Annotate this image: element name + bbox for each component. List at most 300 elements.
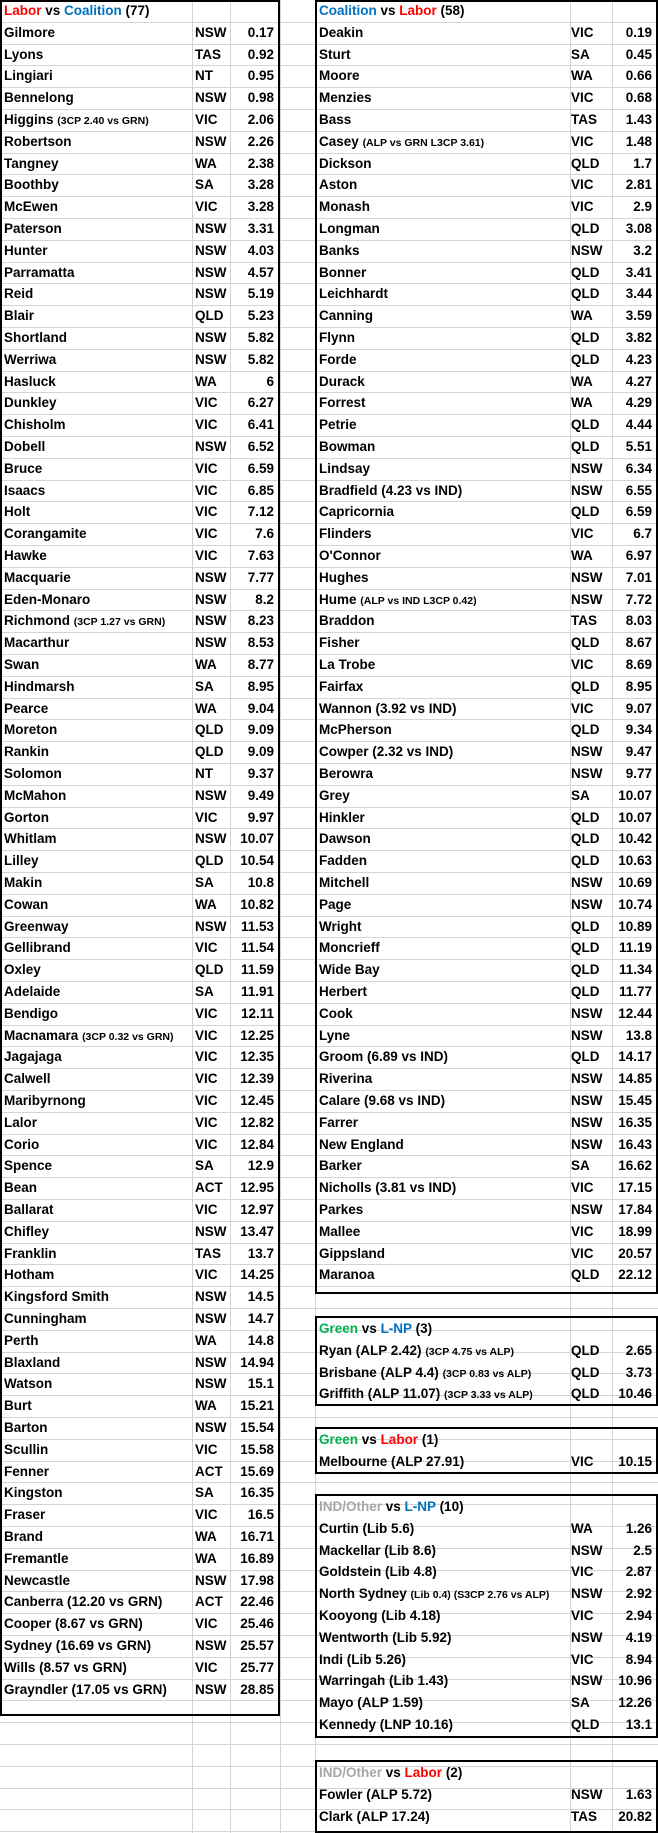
vs-label: vs [358,1432,381,1447]
state-cell: NSW [571,1629,603,1645]
seat-name: Banks [319,242,360,258]
margin-cell: 9.37 [247,766,274,781]
table-row [0,719,280,741]
margin-cell: 8.94 [625,1651,652,1667]
table-row [0,1504,280,1526]
seat-name: Lilley [4,853,39,869]
table-row [0,1570,280,1592]
table-row [0,1526,280,1548]
table-row [315,1714,658,1736]
margin-cell: 2.92 [625,1586,652,1602]
state-cell: VIC [571,1180,594,1196]
state-cell: NSW [195,1223,227,1239]
margin-cell: 20.57 [618,1245,652,1261]
seat-name: Lindsay [319,460,371,476]
state-cell: NSW [571,1202,603,1217]
margin-cell: 16.35 [618,1114,652,1130]
margin-cell: 3.2 [633,242,652,258]
table-row [0,1177,280,1199]
margin-cell: 2.5 [633,1542,652,1558]
state-cell: WA [195,1398,217,1414]
state-cell: NSW [571,460,603,476]
state-cell: VIC [571,199,594,215]
table-row [315,1670,658,1692]
table-row [0,1025,280,1047]
state-cell: NSW [195,351,227,367]
seat-name: Forrest [319,395,366,411]
seat-name: Fowler (ALP 5.72) [319,1786,433,1802]
table-row [0,523,280,545]
state-cell: ACT [195,1180,223,1196]
seat-name: Sydney (16.69 vs GRN) [4,1638,152,1653]
margin-cell: 3.44 [625,286,652,302]
table-row [315,1583,658,1605]
table-row [0,1635,280,1657]
table-row [315,828,658,850]
margin-cell: 20.82 [618,1808,652,1824]
section-header [315,1762,658,1784]
margin-cell: 18.99 [618,1223,652,1239]
margin-cell: 8.2 [255,591,274,607]
margin-cell: 12.82 [240,1114,274,1130]
state-cell: QLD [571,1049,600,1065]
margin-cell: 5.19 [247,286,274,302]
seat-name: Parramatta [4,264,75,280]
margin-cell: 10.96 [618,1673,652,1689]
table-row [315,872,658,894]
seat-name: Holt [4,504,31,520]
margin-cell: 5.51 [625,439,652,454]
table-row [0,44,280,66]
section-header [315,1429,658,1451]
table-row [315,741,658,763]
margin-cell: 12.45 [240,1093,274,1108]
seat-name: Blair [4,308,35,324]
seat-name: McPherson [319,722,392,738]
table-row [0,1264,280,1286]
seat-name: McMahon [4,787,67,803]
table-row [0,545,280,567]
state-cell: VIC [571,1245,594,1261]
state-cell: QLD [571,1267,600,1283]
seat-name: Richmond [4,613,70,629]
margin-cell: 11.34 [618,962,652,978]
state-cell: WA [195,1529,217,1544]
state-cell: NSW [195,286,227,302]
state-cell: WA [571,1520,593,1536]
margin-cell: 9.49 [247,787,274,803]
state-cell: NSW [571,569,603,585]
state-cell: TAS [571,613,597,629]
margin-cell: 5.82 [247,351,274,367]
seat-name: Reid [4,286,34,302]
state-cell: NSW [195,439,227,454]
margin-cell: 1.48 [625,133,652,149]
margin-cell: 7.72 [625,591,652,607]
margin-cell: 16.35 [240,1485,274,1501]
table-row [315,785,658,807]
seat-name: Melbourne (ALP 27.91) [319,1453,465,1469]
state-cell: WA [195,657,217,672]
state-cell: QLD [571,678,600,694]
table-row [315,131,658,153]
margin-cell: 9.47 [625,744,652,760]
margin-cell: 17.98 [240,1572,274,1588]
table-row [315,174,658,196]
seat-name: Bradfield (4.23 vs IND) [319,482,463,498]
table-row [315,1134,658,1156]
state-cell: NSW [195,1289,227,1305]
state-cell: QLD [571,940,600,956]
seat-name: Bowman [319,439,376,454]
table-row [0,1134,280,1156]
state-cell: NSW [195,787,227,803]
seat-note: (3CP 3.33 vs ALP) [444,1389,533,1402]
state-cell: QLD [195,744,224,760]
table-row [315,1692,658,1714]
seat-name: Bean [4,1180,38,1196]
seat-name: Lyons [4,46,44,62]
state-cell: SA [571,787,590,803]
state-cell: VIC [195,395,218,411]
seat-note: (3CP 0.83 vs ALP) [442,1367,532,1380]
state-cell: TAS [195,46,221,62]
seat-name: Macarthur [4,635,70,651]
state-cell: VIC [195,1027,218,1043]
margin-cell: 6.27 [247,395,274,411]
state-cell: NSW [195,264,227,280]
state-cell: NSW [571,591,603,607]
state-cell: VIC [571,1608,594,1623]
state-cell: QLD [571,264,600,280]
margin-cell: 15.54 [240,1420,274,1435]
seat-note: (3CP 4.75 vs ALP) [425,1345,515,1358]
margin-cell: 2.94 [625,1608,652,1623]
margin-cell: 12.9 [247,1158,274,1174]
margin-cell: 5.82 [247,330,274,345]
margin-cell: 8.03 [625,613,652,629]
table-row [315,262,658,284]
margin-cell: 11.19 [618,940,652,956]
margin-cell: 7.77 [247,569,274,585]
table-row [315,305,658,327]
seat-name: Cowper (2.32 vs IND) [319,744,454,760]
state-cell: NSW [571,1093,603,1108]
margin-cell: 0.66 [625,68,652,84]
state-cell: VIC [571,1564,594,1580]
margin-cell: 6.41 [247,417,274,433]
table-row [0,807,280,829]
table-row [315,610,658,632]
seat-note: (3CP 1.27 vs GRN) [73,616,166,629]
state-cell: QLD [195,308,224,324]
state-cell: NSW [195,1638,227,1653]
seat-name: Canberra (12.20 vs GRN) [4,1594,163,1610]
state-cell: NT [195,766,213,781]
margin-cell: 4.03 [247,242,274,258]
seat-name: Capricornia [319,504,395,520]
table-row [0,676,280,698]
state-cell: NSW [571,1673,603,1689]
seat-name: Gippsland [319,1245,386,1261]
margin-cell: 10.15 [618,1453,652,1469]
state-cell: QLD [571,417,600,433]
margin-cell: 11.54 [240,940,274,956]
table-row [0,1395,280,1417]
seat-note: (3CP 0.32 vs GRN) [82,1030,174,1043]
table-row [0,654,280,676]
state-cell: QLD [571,1717,600,1732]
seat-name: Mallee [319,1223,361,1239]
seat-name: Swan [4,657,40,672]
table-row [0,1657,280,1679]
state-cell: NSW [571,482,603,498]
state-cell: QLD [571,330,600,345]
seat-name: Hindmarsh [4,678,75,694]
state-cell: ACT [195,1594,223,1610]
seat-name: Hunter [4,242,48,258]
seat-note: (Lib 0.4) (S3CP 2.76 vs ALP) [410,1589,550,1602]
table-row [0,698,280,720]
table-row [0,1308,280,1330]
seat-name: Groom (6.89 vs IND) [319,1049,449,1065]
state-cell: QLD [571,155,600,171]
table-row [315,894,658,916]
seat-name: La Trobe [319,657,376,672]
state-cell: VIC [195,1659,218,1675]
seat-name: Lalor [4,1114,38,1130]
state-cell: NSW [571,744,603,760]
state-cell: VIC [571,90,594,106]
section-header [315,0,658,22]
state-cell: NSW [571,1027,603,1043]
seat-name: Wentworth (Lib 5.92) [319,1629,452,1645]
section-header [0,0,280,22]
seat-name: Fadden [319,853,368,869]
margin-cell: 0.45 [625,46,652,62]
seat-name: Cunningham [4,1311,87,1326]
state-cell: VIC [195,1114,218,1130]
state-cell: NSW [195,221,227,236]
margin-cell: 15.1 [247,1376,274,1392]
margin-cell: 0.98 [247,90,274,106]
seat-name: Calwell [4,1071,51,1087]
margin-cell: 1.26 [625,1520,652,1536]
seat-name: Cowan [4,896,49,912]
table-row [0,414,280,436]
state-cell: TAS [571,112,597,127]
table-row [0,1155,280,1177]
state-cell: NSW [571,1005,603,1021]
margin-cell: 12.11 [240,1005,274,1021]
state-cell: VIC [571,1223,594,1239]
margin-cell: 10.69 [618,875,652,890]
table-row [0,196,280,218]
party1-label: Green [319,1432,359,1447]
seat-name: Chisholm [4,417,66,433]
seat-count: (2) [442,1765,463,1780]
state-cell: SA [571,1158,590,1174]
seat-name: Wide Bay [319,962,380,978]
margin-cell: 5.23 [247,308,274,324]
table-row [0,1090,280,1112]
seat-name: Robertson [4,133,72,149]
table-row [0,567,280,589]
state-cell: WA [195,700,217,716]
state-cell: QLD [195,722,224,738]
margin-cell: 13.8 [625,1027,652,1043]
vs-label: vs [376,3,400,18]
seat-name: Hinkler [319,809,365,825]
margin-cell: 15.58 [240,1441,274,1457]
seat-name: Hume [319,591,357,607]
seat-note: (ALP vs GRN L3CP 3.61) [362,136,485,149]
margin-cell: 25.77 [240,1659,274,1675]
table-row [315,1340,658,1362]
seat-name: Rankin [4,744,50,760]
margin-cell: 10.89 [618,918,652,934]
margin-cell: 3.41 [625,264,652,280]
margin-cell: 4.19 [625,1629,652,1645]
margin-cell: 1.43 [625,112,652,127]
vs-label: vs [382,1765,405,1780]
seat-count: (10) [435,1499,464,1514]
margin-cell: 2.26 [247,133,274,149]
seat-name: Spence [4,1158,53,1174]
seat-name: Moore [319,68,360,84]
seat-name: Flinders [319,526,372,542]
table-row [315,392,658,414]
table-row [0,916,280,938]
table-row [315,807,658,829]
margin-cell: 9.09 [247,722,274,738]
margin-cell: 6.97 [625,548,652,563]
table-row [315,436,658,458]
margin-cell: 16.5 [247,1507,274,1523]
seat-name: Kennedy (LNP 10.16) [319,1717,454,1732]
state-cell: VIC [195,1071,218,1087]
seat-name: Page [319,896,352,912]
margin-cell: 10.54 [240,853,274,869]
seat-name: Burt [4,1398,32,1414]
seat-name: Hasluck [4,373,56,389]
margin-cell: 12.39 [240,1071,274,1087]
state-cell: ACT [195,1463,223,1479]
state-cell: VIC [571,657,594,672]
seat-name: Bruce [4,460,43,476]
table-row [0,1591,280,1613]
state-cell: NSW [195,24,227,40]
table-row [315,480,658,502]
margin-cell: 10.8 [247,875,274,890]
seat-name: Isaacs [4,482,46,498]
table-row [0,1548,280,1570]
table-row [0,1046,280,1068]
state-cell: NSW [195,613,227,629]
state-cell: VIC [195,199,218,215]
margin-cell: 3.59 [625,308,652,324]
table-row [0,1221,280,1243]
table-row [315,1090,658,1112]
seat-name: Ryan (ALP 2.42) [319,1342,422,1358]
margin-cell: 11.53 [240,918,274,934]
table-row [0,610,280,632]
seat-name: Fremantle [4,1550,69,1566]
state-cell: SA [195,875,214,890]
seat-name: Durack [319,373,365,389]
table-row [0,65,280,87]
seat-name: Dunkley [4,395,57,411]
margin-cell: 2.9 [633,199,652,215]
table-row [315,501,658,523]
state-cell: WA [571,308,593,324]
margin-cell: 22.46 [240,1594,274,1610]
seat-name: Solomon [4,766,62,781]
state-cell: NSW [195,1311,227,1326]
seat-name: Parkes [319,1202,364,1217]
state-cell: SA [195,678,214,694]
table-row [315,959,658,981]
table-row [0,131,280,153]
seat-name: Mackellar (Lib 8.6) [319,1542,437,1558]
margin-cell: 6 [266,373,274,389]
seat-note: (3CP 2.40 vs GRN) [57,115,149,127]
margin-cell: 6.59 [625,504,652,520]
seat-name: Lyne [319,1027,351,1043]
party2-label: Labor [380,1432,419,1447]
table-row [0,1286,280,1308]
table-row [0,1243,280,1265]
seat-name: Hotham [4,1267,55,1283]
table-row [315,589,658,611]
state-cell: NSW [195,1420,227,1435]
state-cell: NSW [195,918,227,934]
party1-label: Coalition [319,3,377,18]
seat-name: Griffith (ALP 11.07) [319,1386,441,1402]
party2-label: L-NP [404,1499,436,1514]
seat-name: Deakin [319,24,364,40]
margin-cell: 12.26 [618,1695,652,1711]
state-cell: QLD [571,221,600,236]
margin-cell: 11.77 [618,984,652,999]
seat-name: Fraser [4,1507,46,1523]
state-cell: QLD [571,831,600,847]
margin-cell: 12.25 [240,1027,274,1043]
state-cell: NSW [195,133,227,149]
margin-cell: 1.63 [625,1786,652,1802]
table-row [315,1155,658,1177]
state-cell: NSW [571,875,603,890]
table-row [315,632,658,654]
state-cell: NSW [571,1114,603,1130]
margin-cell: 9.04 [247,700,274,716]
seat-name: Petrie [319,417,357,433]
state-cell: VIC [195,504,218,520]
seat-name: North Sydney [319,1586,407,1602]
seat-name: Wright [319,918,362,934]
margin-cell: 16.71 [240,1529,274,1544]
state-cell: NSW [571,896,603,912]
seat-name: Leichhardt [319,286,389,302]
margin-cell: 7.63 [247,548,274,563]
party1-label: IND/Other [319,1765,383,1780]
margin-cell: 7.01 [625,569,652,585]
state-cell: VIC [571,177,594,193]
table-row [0,458,280,480]
margin-cell: 4.27 [625,373,652,389]
table-row [0,218,280,240]
seat-name: Boothby [4,177,59,193]
